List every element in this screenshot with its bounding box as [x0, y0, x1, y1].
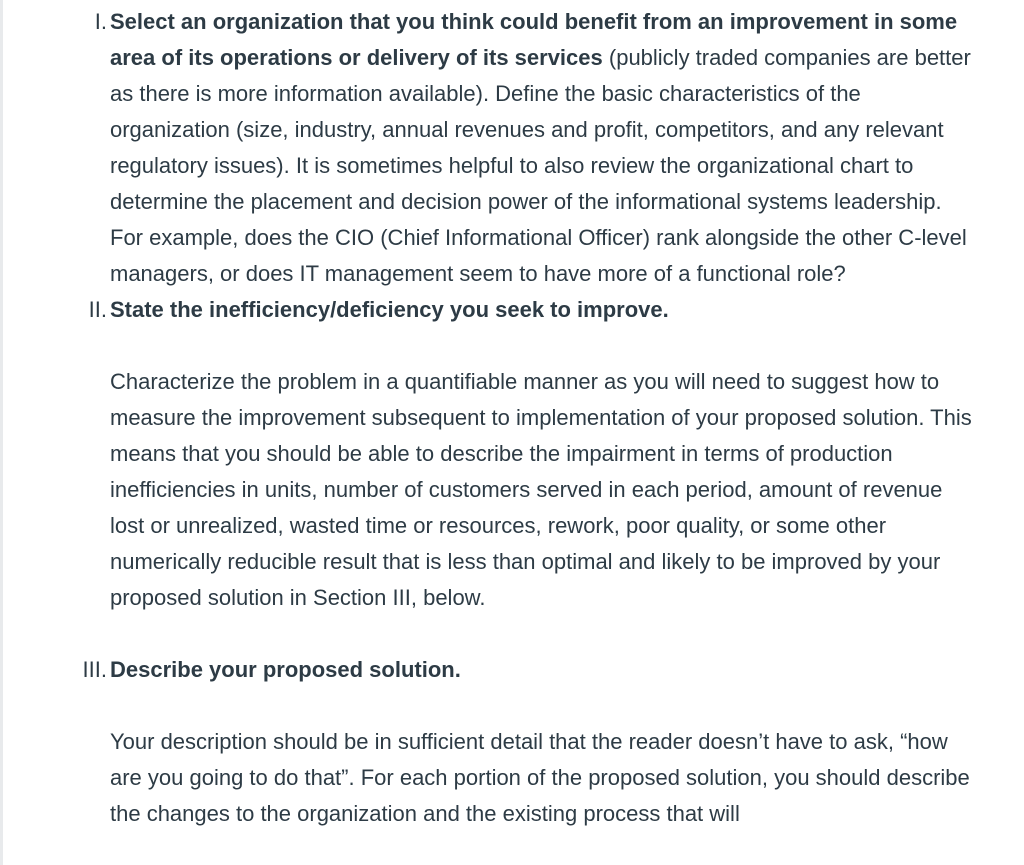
- assignment-list: [0, 4, 1024, 832]
- list-numeral: I.: [94, 9, 107, 34]
- list-numeral: II.: [88, 297, 107, 322]
- list-item-3: [0, 652, 1024, 832]
- list-item-text: [0, 4, 980, 292]
- paragraph-gap: [0, 688, 1024, 724]
- list-item-2: [0, 292, 1024, 652]
- section-heading: Select an organization that you think could benefit from an improvement in some area of its operations or delivery of its services: [110, 9, 958, 70]
- section-heading: State the inefficiency/deficiency you seek to improve.: [110, 297, 669, 322]
- paragraph-gap: [0, 616, 1024, 652]
- section-heading: Describe your proposed solution.: [110, 657, 461, 682]
- section-body: Your description should be in sufficient detail that the reader doesn’t have to ask, “how are you going to do that”. For each portion of the proposed solution, you should describe the changes to the organization and the existing process that will: [110, 729, 970, 826]
- paragraph-gap: [0, 328, 1024, 364]
- section-lead-text: (publicly traded companies are better as there is more information available). Define the basic characteristics of the organization (size, industry, annual revenues and profit, competitors, and any relevant regulatory issues). It is sometimes helpful to also review the organizational chart to determine the placement and decision power of the informational systems leadership. For example, does the CIO (Chief Informational Officer) rank alongside the other C-level managers, or does IT management seem to have more of a functional role?: [110, 45, 971, 286]
- list-numeral: III.: [82, 657, 107, 682]
- list-item-1: [0, 4, 1024, 292]
- section-body: Characterize the problem in a quantifiable manner as you will need to suggest how to measure the improvement subsequent to implementation of your proposed solution. This means that you should be able to describe the impairment in terms of production inefficiencies in units, number of customers served in each period, amount of revenue lost or unrealized, wasted time or resources, rework, poor quality, or some other numerically reducible result that is less than optimal and likely to be improved by your proposed solution in Section III, below.: [110, 369, 972, 610]
